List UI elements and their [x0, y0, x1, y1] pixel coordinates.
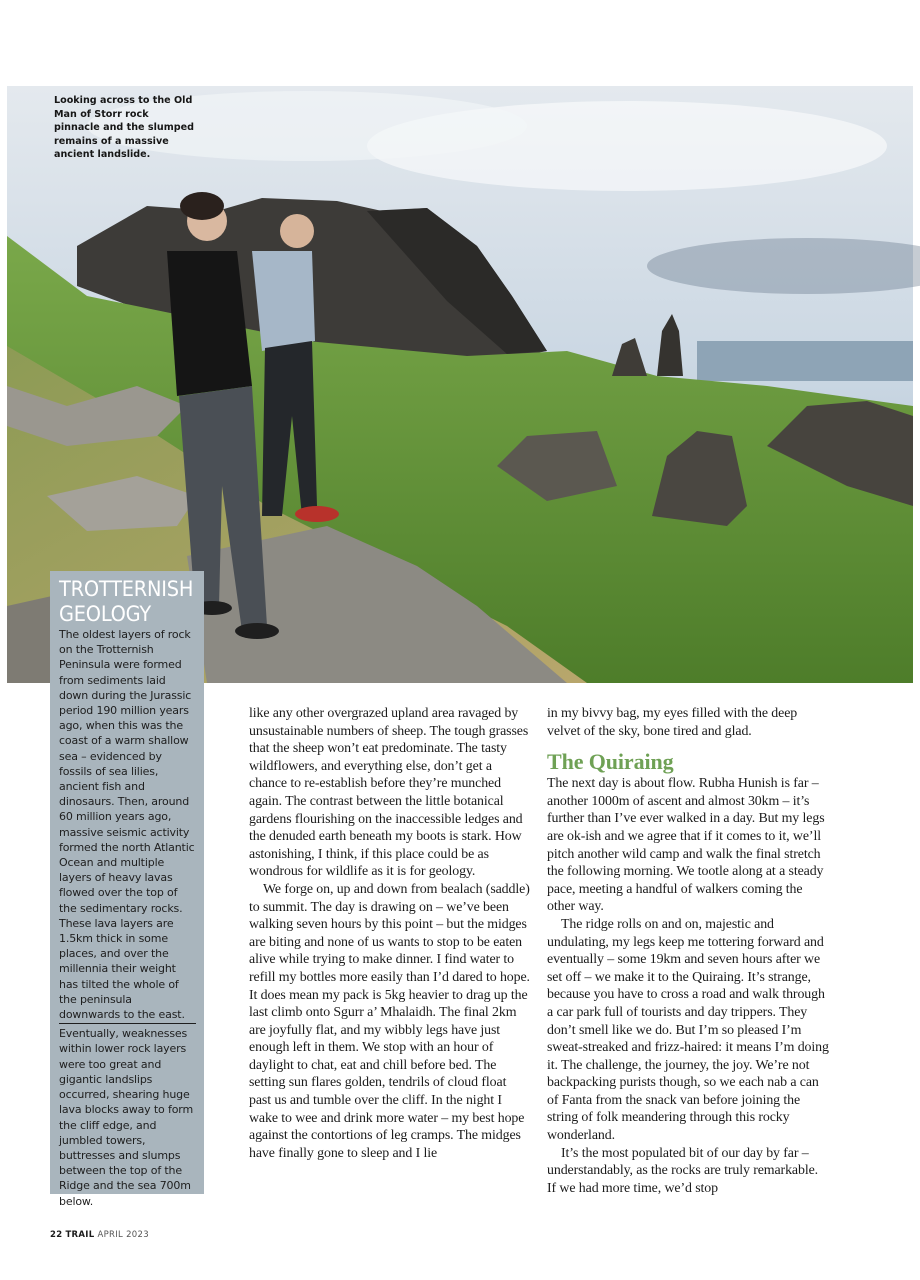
issue-date: APRIL 2023 — [97, 1230, 149, 1240]
article-column-2 — [547, 705, 829, 1197]
page-number: 22 — [50, 1230, 63, 1240]
article-paragraph: in my bivvy bag, my eyes filled with the deep velvet of the sky, bone tired and glad. — [547, 706, 798, 739]
sidebar-paragraph-1: The oldest layers of rock on the Trotternish Peninsula were formed from sediments laid down during the Jurassic period 190 million years ago, when this was the coast of a warm shallow sea – evidenced by fossils of sea lilies, ancient fish and dinosaurs. Then, around 60 million years ago, massive seismic activity formed the north Atlantic Ocean and multiple layers of heavy lavas flowed over the top of the sedimentary rocks. These lava layers are 1.5km thick in some places, and over the millennia their weight has tilted the whole of the peninsula downwards to the east. — [59, 628, 195, 1022]
article-paragraph: like any other overgrazed upland area ravaged by unsustainable numbers of sheep. The tough grasses that the sheep won’t eat predominate. The tasty wildflowers, and everything else, don’t get a chance to re-establish before they’re munched again. The contrast between the little botanical gardens flourishing on the inaccessible ledges and the denuded earth beneath my boots is stark. How astonishing, I think, if this place could be as wondrous for wildlife as it is for geology. — [249, 706, 529, 880]
sidebar-title-line1: TROTTERNISH — [59, 577, 194, 602]
article-paragraph: It’s the most populated bit of our day by far – understandably, as the rocks are truly remarkable. If we had more time, we’d stop — [547, 1145, 819, 1196]
magazine-name: TRAIL — [65, 1230, 95, 1240]
article-paragraph: We forge on, up and down from bealach (saddle) to summit. The day is drawing on – we’ve been walking seven hours by this point – but the midges are biting and none of us wants to stop to be eaten alive while trying to make dinner. I find water to refill my bottles more easily than I’d dared to hope. It does mean my pack is 5kg heavier to drag up the last climb onto Sgurr a’ Mhalaidh. The final 2km are joyfully flat, and my wibbly legs have just enough left in them. We stop with an hour of daylight to chat, eat and chill before bed. The setting sun flares golden, tendrils of cloud float past us and tumble over the cliff. In the night I wake to wee and drink more water – my best hope against the contortions of leg cramps. The midges have finally gone to sleep and I lie — [249, 881, 530, 1161]
subheading-quiraing: The Quiraing — [547, 749, 674, 775]
sidebar-divider — [59, 1023, 196, 1024]
article-paragraph: The ridge rolls on and on, majestic and undulating, my legs keep me tottering forward and eventually – some 19km and seven hours after we set off – we make it to the Quiraing. It’s strange, because you have to cross a road and walk through a car park full of tourists and day trippers. They don’t smell like we do. But I’m so pleased I’m sweat-streaked and frizz-haired: it means I’m doing it. The challenge, the journey, the joy. We’re not backpacking purists though, so we each nab a can of Fanta from the snack van before joining the string of folk meandering through this rocky wonderland. — [547, 916, 829, 1144]
sidebar-title-line2: GEOLOGY — [59, 602, 151, 627]
sidebar-paragraph-2: Eventually, weaknesses within lower rock layers were too great and gigantic landslips occurred, shearing huge lava blocks away to form the cliff edge, and jumbled towers, buttresses and slumps between the top of the Ridge and the sea 700m below. — [59, 1027, 194, 1208]
sidebar-title — [59, 577, 196, 627]
article-paragraph: The next day is about flow. Rubha Hunish is far – another 1000m of ascent and almost 30km – it’s further than I’ve ever walked in a day. But my legs are ok-ish and we agree that if it comes to it, we’ll pitch another wild camp and walk the final stretch the following morning. We tootle along at a steady pace, meeting a handful of walkers coming the other way. — [547, 776, 825, 915]
geology-sidebar — [50, 571, 204, 1208]
article-column-1 — [249, 705, 531, 1162]
photo-caption: Looking across to the Old Man of Storr rock pinnacle and the slumped remains of a massive ancient landslide. — [54, 95, 194, 161]
page-footer — [50, 1230, 149, 1240]
